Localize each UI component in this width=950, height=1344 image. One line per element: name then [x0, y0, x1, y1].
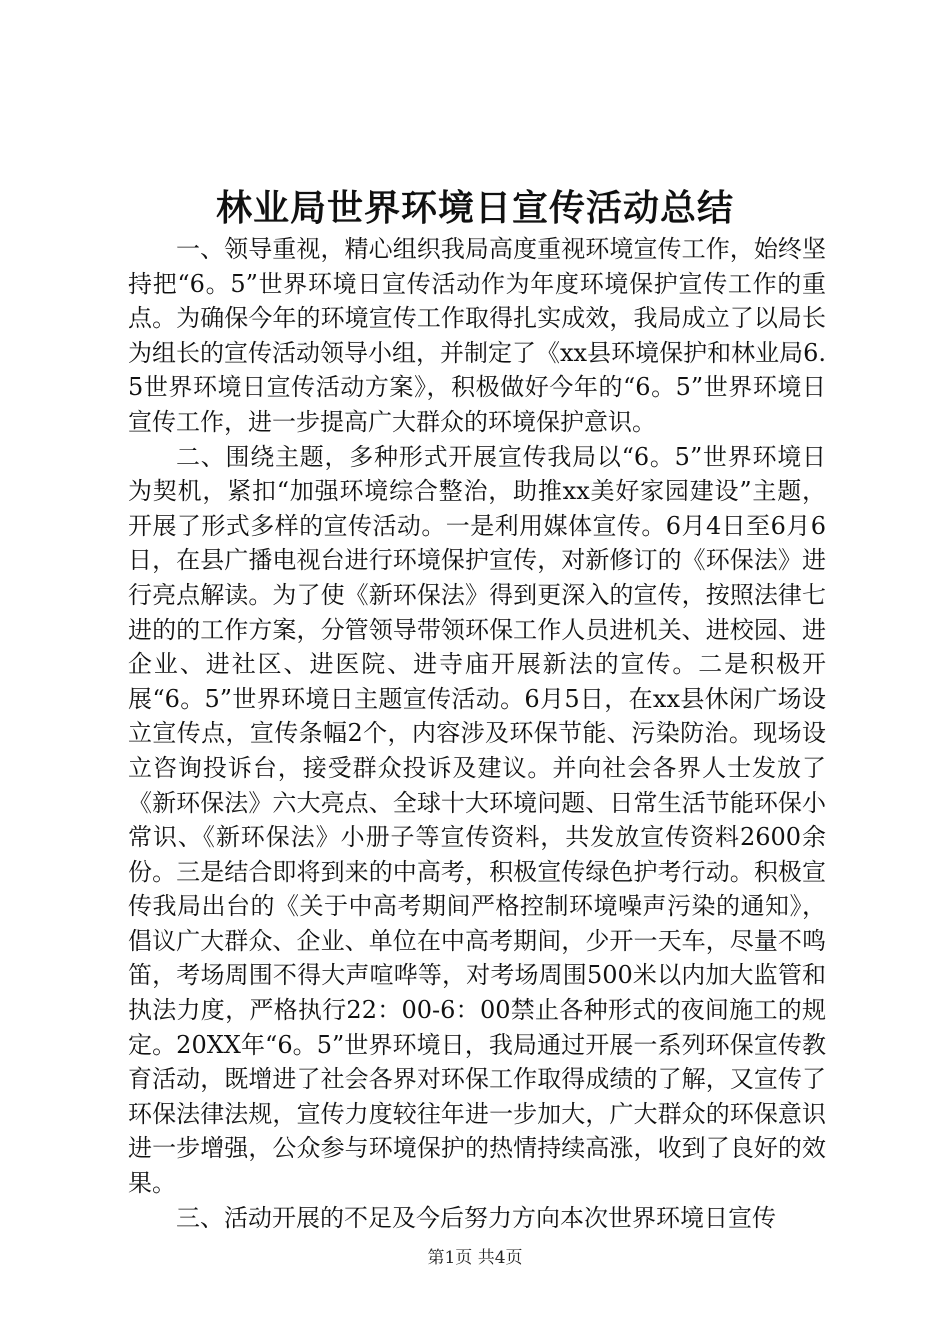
paragraph-shortcomings: 三、活动开展的不足及今后努力方向本次世界环境日宣传	[176, 1203, 776, 1232]
paragraph-activities: 二、围绕主题，多种形式开展宣传我局以“6。5”世界环境日为契机，紧扣“加强环境综合整治，助推xx美好家园建设”主题，开展了形式多样的宣传活动。一是利用媒体宣传。6月4日至6月6日，在县广播电视台进行环境保护宣传，对新修订的《环保法》进行亮点解读。为了使《新环保法》得到更深入的宣传，按照法律七进的的工作方案，分管领导带领环保工作人员进机关、进校园、进企业、进社区、进医院、进寺庙开展新法的宣传。二是积极开展“6。5”世界环境日主题宣传活动。6月5日，在xx县休闲广场设立宣传点，宣传条幅2个，内容涉及环保节能、污染防治。现场设立咨询投诉台，接受群众投诉及建议。并向社会各界人士发放了《新环保法》六大亮点、全球十大环境问题、日常生活节能环保小常识、《新环保法》小册子等宣传资料，共发放宣传资料2600余份。三是结合即将到来的中高考，积极宣传绿色护考行动。积极宣传我局出台的《关于中高考期间严格控制环境噪声污染的通知》，倡议广大群众、企业、单位在中高考期间，少开一天车，尽量不鸣笛，考场周围不得大声喧哗等，对考场周围500米以内加大监管和执法力度，严格执行22：00-6：00禁止各种形式的夜间施工的规定。20XX年“6。5”世界环境日，我局通过开展一系列环保宣传教育活动，既增进了社会各界对环保工作取得成绩的了解，又宣传了环保法律法规，宣传力度较往年进一步加大，广大群众的环保意识进一步增强，公众参与环境保护的热情持续高涨，收到了良好的效果。	[128, 442, 826, 1198]
document-title: 林业局世界环境日宣传活动总结	[215, 188, 734, 229]
paragraph-leadership: 一、领导重视，精心组织我局高度重视环境宣传工作，始终坚持把“6。5”世界环境日宣传活动作为年度环境保护宣传工作的重点。为确保今年的环境宣传工作取得扎实成效，我局成立了以局长为组长的宣传活动领导小组，并制定了《xx县环境保护和林业局6.5世界环境日宣传活动方案》，积极做好今年的“6。5”世界环境日宣传工作，进一步提高广大群众的环境保护意识。	[128, 235, 826, 436]
page-footer: 第1页 共4页	[427, 1248, 523, 1268]
document-body	[128, 232, 826, 1235]
